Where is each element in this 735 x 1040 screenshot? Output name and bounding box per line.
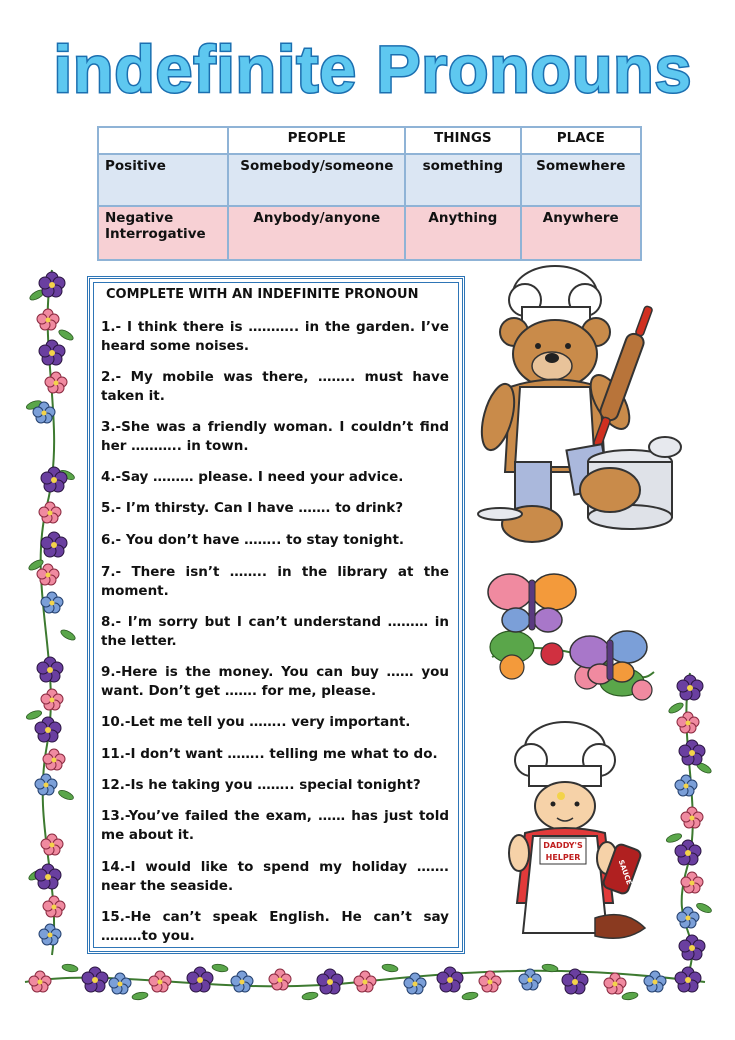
bottom-flower-border [20, 952, 710, 1012]
question-14: 14.-I would like to spend my holiday ……. near the seaside. [101, 859, 449, 894]
question-9: 9.-Here is the money. You can buy …… you want. Don’t get ……. for me, please. [101, 664, 449, 699]
question-15: 15.-He can’t speak English. He can’t say ………to you. [101, 909, 449, 944]
question-3: 3.-She was a friendly woman. I couldn’t find her ……….. in town. [101, 419, 449, 454]
question-2: 2.- My mobile was there, …….. must have taken it. [101, 369, 449, 404]
apron-text-line1: DADDY'S [543, 841, 583, 850]
question-6: 6.- You don’t have …….. to stay tonight. [101, 532, 405, 548]
cell-positive-place: Somewhere [521, 154, 641, 206]
header-blank [98, 127, 228, 154]
title-text: indefinite Pronouns [53, 32, 693, 106]
question-8: 8.- I’m sorry but I can’t understand ……… in the letter. [101, 614, 449, 649]
butterflies-illustration [482, 562, 660, 712]
table-row-positive [98, 154, 641, 206]
question-7: 7.- There isn’t …….. in the library at the moment. [101, 564, 449, 599]
apron-text-line2: HELPER [545, 853, 581, 862]
right-flower-border [662, 668, 718, 968]
pronoun-table [97, 126, 642, 261]
cell-negative-people: Anybody/anyone [228, 206, 405, 260]
question-5: 5.- I’m thirsty. Can I have ……. to drink? [101, 500, 404, 516]
header-things: THINGS [405, 127, 520, 154]
question-1: 1.- I think there is ……….. in the garden. I’ve heard some noises. [101, 319, 449, 354]
bear-chef-illustration [470, 262, 692, 554]
exercise-heading: COMPLETE WITH AN INDEFINITE PRONOUN [106, 287, 419, 302]
row-label-negative [98, 206, 228, 260]
header-place: PLACE [521, 127, 641, 154]
row-label-negative-line2: Interrogative [105, 226, 206, 242]
table-row-negative [98, 206, 641, 260]
cell-negative-things: Anything [405, 206, 520, 260]
question-4: 4.-Say ……… please. I need your advice. [101, 469, 404, 485]
question-11: 11.-I don’t want …….. telling me what to do. [101, 746, 438, 762]
question-10: 10.-Let me tell you …….. very important. [101, 714, 411, 730]
row-label-negative-line1: Negative [105, 210, 174, 226]
little-chef-illustration [495, 718, 655, 950]
question-13: 13.-You’ve failed the exam, …… has just told me about it. [101, 808, 449, 843]
question-12: 12.-Is he taking you …….. special tonight? [101, 777, 421, 793]
table-header-row [98, 127, 641, 154]
worksheet-title [53, 30, 693, 110]
left-flower-border [22, 265, 82, 955]
cell-positive-things: something [405, 154, 520, 206]
cell-positive-people: Somebody/someone [228, 154, 405, 206]
cell-negative-place: Anywhere [521, 206, 641, 260]
header-people: PEOPLE [228, 127, 405, 154]
bottle-text: SAUCE [616, 858, 634, 886]
row-label-positive: Positive [98, 154, 228, 206]
